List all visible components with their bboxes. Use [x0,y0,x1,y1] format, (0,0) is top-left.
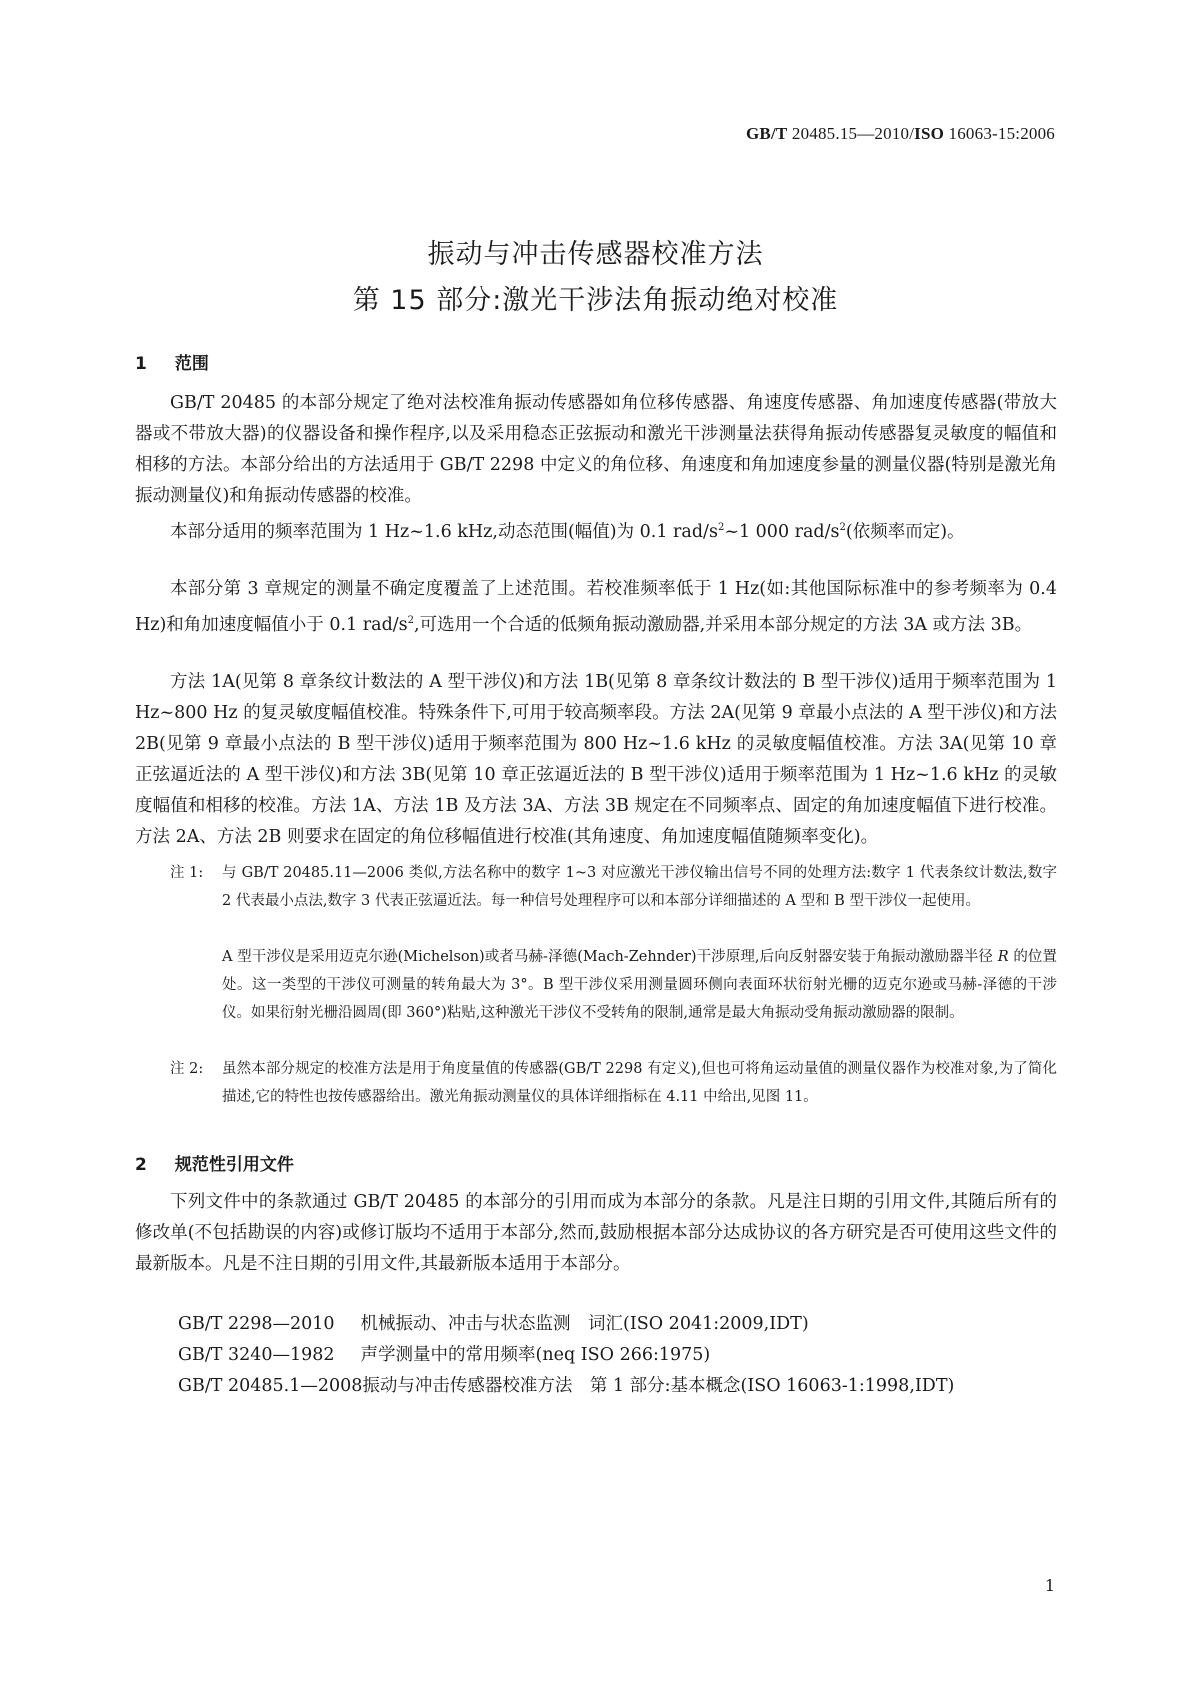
section-1-paragraph-3 [135,574,1057,641]
section-2-number: 2 [135,1155,147,1175]
header-iso-prefix: ISO [914,124,945,143]
reference-code: GB/T 3240—1982 [178,1345,335,1365]
p2-superscript-2: 2 [839,522,846,533]
p2-text-a: 本部分适用的频率范围为 1 Hz~1.6 kHz,动态范围(幅值)为 0.1 rad/s [170,521,718,542]
header-gbt-prefix: GB/T [745,124,788,143]
section-1-paragraph-2 [135,512,1057,548]
reference-code: GB/T 2298—2010 [178,1314,335,1334]
reference-item [178,1309,809,1340]
note-1-sub-text-a: A 型干涉仪是采用迈克尔逊(Michelson)或者马赫-泽德(Mach-Zehnder)干涉原理,后向反射器安装于角振动激励器半径 [222,949,998,965]
section-2-paragraph-1: 下列文件中的条款通过 GB/T 20485 的本部分的引用而成为本部分的条款。凡是注日期的引用文件,其随后所有的修改单(不包括勘误的内容)或修订版均不适用于本部分,然而,鼓励根据本部分达成协议的各方研究是否可使用这些文件的最新版本。凡是不注日期的引用文件,其最新版本适用于本部分。 [135,1192,1057,1274]
header-gbt-number: 20485.15—2010/ [791,124,915,143]
section-1-number: 1 [135,354,147,374]
note-2-body: 虽然本部分规定的校准方法是用于角度量值的传感器(GB/T 2298 有定义),但也可将角运动量值的测量仪器作为校准对象,为了简化描述,它的特性也按传感器给出。激光角振动测量仪的具体详细指标在 4.11 中给出,见图 11。 [222,1061,1057,1105]
note-1-radius-symbol: R [997,949,1009,965]
reference-title: 机械振动、冲击与状态监测 词汇(ISO 2041:2009,IDT) [360,1314,809,1334]
note-2 [170,1055,1057,1111]
page-number: 1 [1044,1576,1055,1595]
document-title-line1: 振动与冲击传感器校准方法 [427,239,764,270]
standard-header [746,124,1055,144]
header-iso-number: 16063-15:2006 [948,124,1055,143]
p2-text-c: (依频率而定)。 [845,521,965,542]
section-1-title: 范围 [174,354,209,374]
reference-item [135,1371,1057,1402]
reference-code: GB/T 20485.1—2008 [178,1376,363,1396]
section-2-heading [135,1150,294,1175]
p3-text-b: ,可选用一个合适的低频角振动激励器,并采用本部分规定的方法 3A 或方法 3B。 [414,614,1033,635]
note-1 [170,859,1057,915]
section-2-title: 规范性引用文件 [174,1155,294,1175]
note-1-body: 与 GB/T 20485.11—2006 类似,方法名称中的数字 1~3 对应激光干涉仪输出信号不同的处理方法:数字 1 代表条纹计数法,数字 2 代表最小点法,数字 3 代表正弦逼近法。每一种信号处理程序可以和本部分详细描述的 A 型和 B 型干涉仪一起使用。 [222,865,1057,909]
section-1-paragraph-1: GB/T 20485 的本部分规定了绝对法校准角振动传感器如角位移传感器、角速度传感器、角加速度传感器(带放大器或不带放大器)的仪器设备和操作程序,以及采用稳态正弦振动和激光干涉测量法获得角振动传感器复灵敏度的幅值和相移的方法。本部分给出的方法适用于 GB/T 2298 中定义的角位移、角速度和角加速度参量的测量仪器(特别是激光角振动测量仪)和角振动传感器的校准。 [135,393,1057,506]
reference-title: 振动与冲击传感器校准方法 第 1 部分:基本概念(ISO 16063-1:1998,IDT) [362,1376,955,1396]
p2-text-b: ~1 000 rad/s [724,521,840,542]
reference-item [178,1340,710,1371]
reference-title: 声学测量中的常用频率(neq ISO 266:1975) [360,1345,711,1365]
p3-superscript: 2 [407,615,415,626]
document-title-line2: 第 15 部分:激光干涉法角振动绝对校准 [352,285,839,316]
note-1-supplement [222,943,1057,1027]
note-1-label: 注 1: [170,865,204,881]
section-1-paragraph-4: 方法 1A(见第 8 章条纹计数法的 A 型干涉仪)和方法 1B(见第 8 章条纹计数法的 B 型干涉仪)适用于频率范围为 1 Hz~800 Hz 的复灵敏度幅值校准。特殊条件下,可用于较高频率段。方法 2A(见第 9 章最小点法的 A 型干涉仪)和方法 2B(见第 9 章最小点法的 B 型干涉仪)适用于频率范围为 800 Hz~1.6 kHz 的灵敏度幅值校准。方法 3A(见第 10 章正弦逼近法的 A 型干涉仪)和方法 3B(见第 10 章正弦逼近法的 B 型干涉仪)适用于频率范围为 1 Hz~1.6 kHz 的灵敏度幅值和相移的校准。方法 1A、方法 1B 及方法 3A、方法 3B 规定在不同频率点、固定的角加速度幅值下进行校准。方法 2A、方法 2B 则要求在固定的角位移幅值进行校准(其角速度、角加速度幅值随频率变化)。 [135,672,1057,847]
p3-text-a: 本部分第 3 章规定的测量不确定度覆盖了上述范围。若校准频率低于 1 Hz(如:其他国际标准中的参考频率为 0.4 Hz)和角加速度幅值小于 0.1 rad/s [135,579,1057,635]
section-1-heading [135,349,209,374]
note-1-sub-text-b: 的位置处。这一类型的干涉仪可测量的转角最大为 3°。B 型干涉仪采用测量圆环侧向表面环状衍射光栅的迈克尔逊或马赫-泽德的干涉仪。如果衍射光栅沿圆周(即 360°)粘贴,这种激光干涉仪不受转角的限制,通常是最大角振动受角振动激励器的限制。 [222,949,1057,1021]
p2-superscript-1: 2 [717,522,725,533]
note-2-label: 注 2: [170,1061,204,1077]
